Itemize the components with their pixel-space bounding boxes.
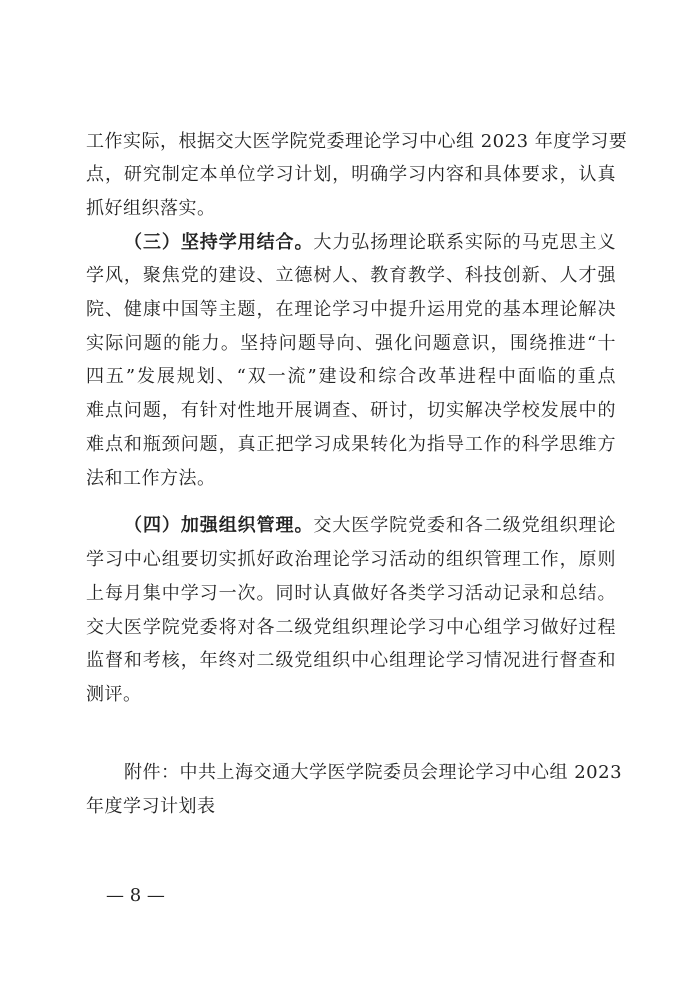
paragraph-2-line-1-text: 大力弘扬理论联系实际的马克思主义 [313,232,617,253]
paragraph-3-line-5: 监督和考核，年终对二级党组织中心组理论学习情况进行督查和 [86,650,616,671]
paragraph-3-line-4: 交大医学院党委将对各二级党组织理论学习中心组学习做好过程 [86,617,616,638]
paragraph-1-line-3: 抓好组织落实。 [86,198,216,219]
paragraph-1-line-1: 工作实际，根据交大医学院党委理论学习中心组 2023 年度学习要 [86,131,628,152]
paragraph-2-line-4: 实际问题的能力。坚持问题导向、强化问题意识，围绕推进“十 [86,333,616,354]
paragraph-2-line-3: 院、健康中国等主题，在理论学习中提升运用党的基本理论解决 [86,299,616,320]
paragraph-1-line-2: 点，研究制定本单位学习计划，明确学习内容和具体要求，认真 [86,164,616,185]
paragraph-2-line-2: 学风，聚焦党的建设、立德树人、教育教学、科技创新、人才强 [86,265,616,286]
paragraph-2-line-1 [124,231,616,255]
section-heading-3: （三）坚持学用结合。 [124,232,314,253]
paragraph-2-line-6: 难点问题，有针对性地开展调查、研讨，切实解决学校发展中的 [86,400,616,421]
page-number: — 8 — [106,885,165,906]
attachment-line-2: 年度学习计划表 [86,796,216,817]
section-heading-4: （四）加强组织管理。 [124,515,314,536]
paragraph-3-line-3: 上每月集中学习一次。同时认真做好各类学习活动记录和总结。 [86,583,616,604]
paragraph-2-line-7: 难点和瓶颈问题，真正把学习成果转化为指导工作的科学思维方 [86,434,616,455]
attachment-line-1: 附件：中共上海交通大学医学院委员会理论学习中心组 2023 [124,762,623,783]
paragraph-3-line-6: 测评。 [86,684,142,705]
paragraph-3-line-1 [124,514,616,538]
paragraph-2-line-5: 四五”发展规划、“双一流”建设和综合改革进程中面临的重点 [86,366,616,387]
paragraph-3-line-1-text: 交大医学院党委和各二级党组织理论 [313,515,617,536]
paragraph-3-line-2: 学习中心组要切实抓好政治理论学习活动的组织管理工作，原则 [86,549,616,570]
paragraph-2-line-8: 法和工作方法。 [86,468,216,489]
